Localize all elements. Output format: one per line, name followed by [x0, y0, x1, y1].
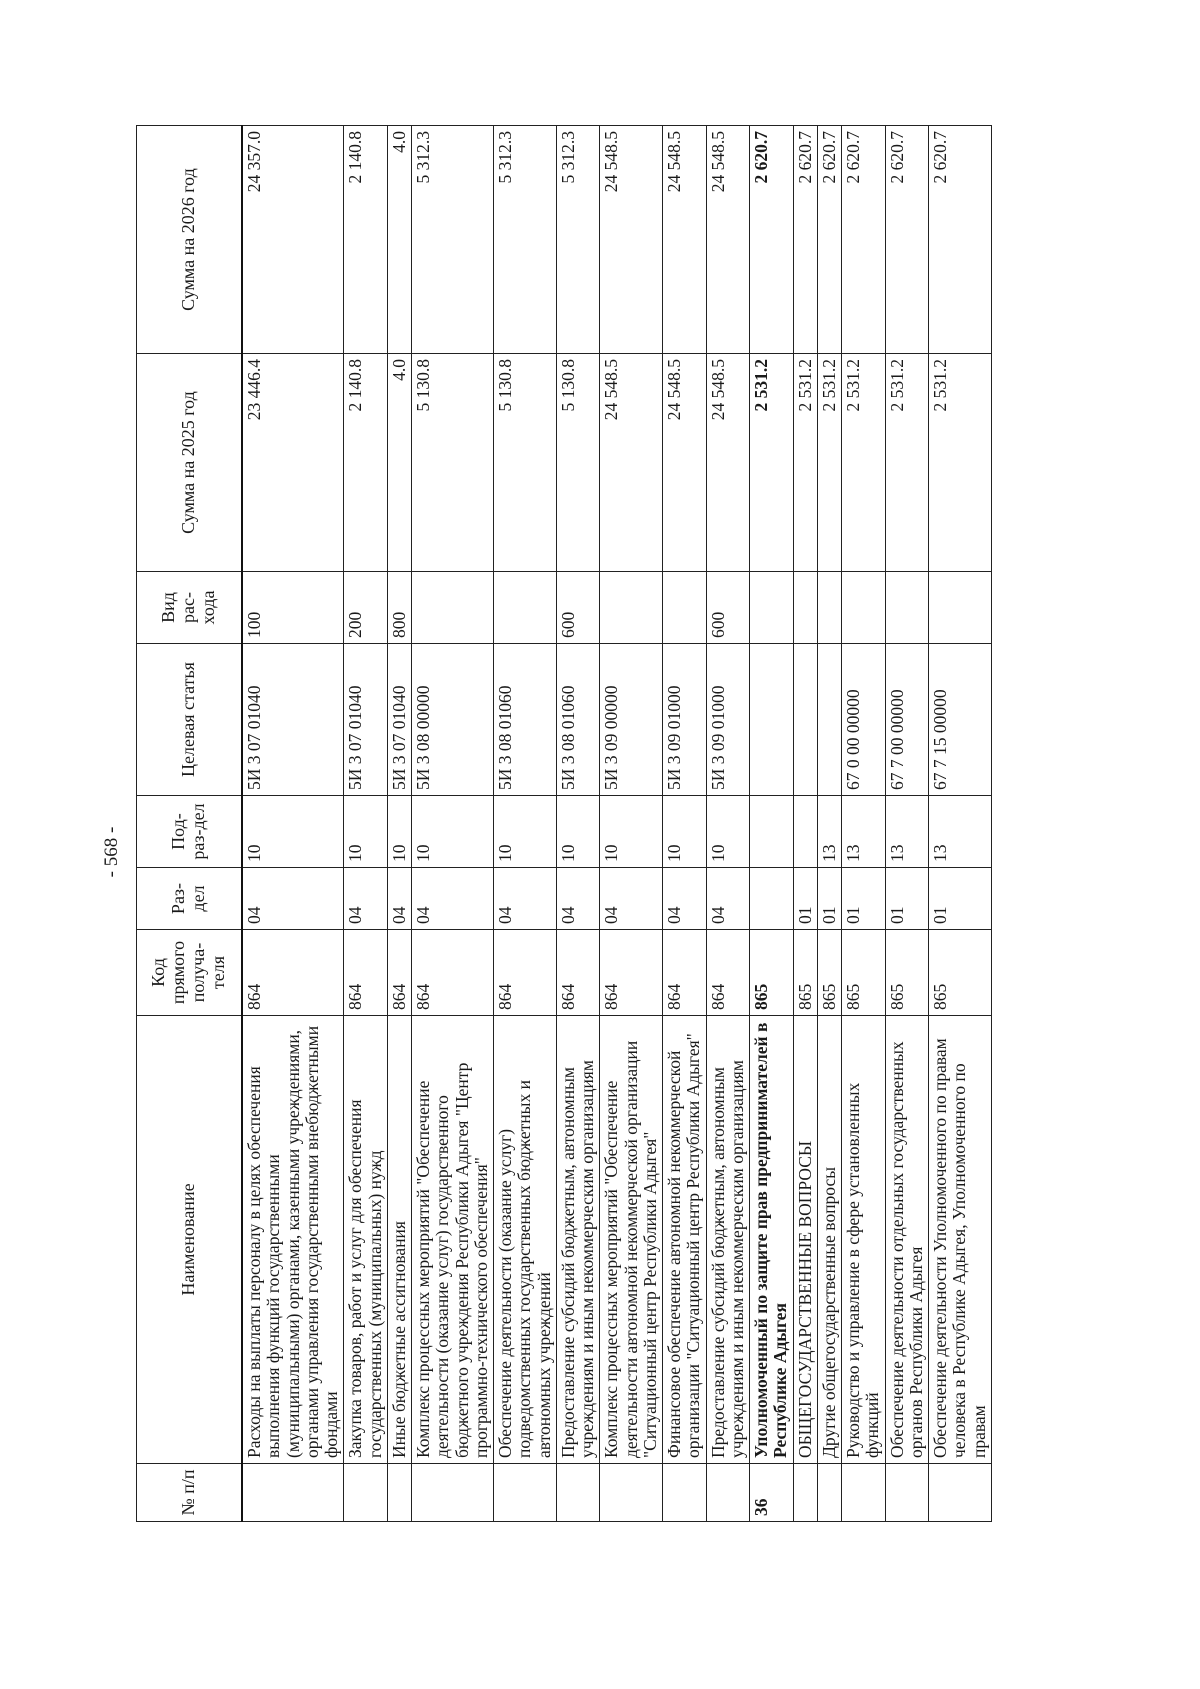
cell-section: 04 — [663, 868, 707, 930]
cell-sum-2026: 2 620.7 — [817, 126, 841, 354]
cell-expense-type — [412, 572, 494, 644]
cell-subsection: 13 — [842, 796, 886, 868]
table-row — [663, 126, 707, 1522]
cell-sum-2026: 2 620.7 — [929, 126, 992, 354]
cell-expense-type — [929, 572, 992, 644]
table-row — [242, 126, 344, 1522]
cell-sum-2025: 24 548.5 — [600, 354, 663, 572]
cell-expense-type — [885, 572, 929, 644]
cell-sum-2025: 24 548.5 — [706, 354, 750, 572]
cell-no — [387, 1464, 411, 1522]
cell-expense-type — [817, 572, 841, 644]
cell-code: 864 — [494, 930, 557, 1016]
cell-section: 04 — [412, 868, 494, 930]
cell-code: 864 — [387, 930, 411, 1016]
table-row — [494, 126, 557, 1522]
cell-sum-2025: 2 140.8 — [344, 354, 388, 572]
cell-article: 67 7 15 00000 — [929, 644, 992, 796]
cell-sum-2026: 2 620.7 — [750, 126, 794, 354]
cell-code: 864 — [412, 930, 494, 1016]
cell-no — [494, 1464, 557, 1522]
cell-section: 01 — [929, 868, 992, 930]
cell-article: 5И 3 07 01040 — [387, 644, 411, 796]
cell-section: 01 — [793, 868, 817, 930]
cell-section: 04 — [344, 868, 388, 930]
cell-code: 865 — [885, 930, 929, 1016]
rotated-table-container — [136, 126, 1200, 1522]
table-row — [600, 126, 663, 1522]
cell-article: 5И 3 09 01000 — [663, 644, 707, 796]
cell-sum-2025: 5 130.8 — [412, 354, 494, 572]
cell-article — [817, 644, 841, 796]
cell-no — [885, 1464, 929, 1522]
cell-sum-2026: 24 548.5 — [663, 126, 707, 354]
cell-name: Расходы на выплаты персоналу в целях обеспечения выполнения функций государственными (муниципальными) органами, казенными учреждениями, органами управления государственными внебюджетными фондами — [242, 1016, 344, 1464]
header-sum-2026: Сумма на 2026 год — [137, 126, 243, 354]
cell-sum-2025: 5 130.8 — [556, 354, 600, 572]
table-row — [842, 126, 886, 1522]
cell-article: 67 0 00 00000 — [842, 644, 886, 796]
cell-article: 5И 3 07 01040 — [344, 644, 388, 796]
cell-sum-2026: 4.0 — [387, 126, 411, 354]
cell-subsection: 10 — [600, 796, 663, 868]
cell-no — [412, 1464, 494, 1522]
cell-name: Обеспечение деятельности Уполномоченного по правам человека в Республике Адыгея, Уполномоченного по правам — [929, 1016, 992, 1464]
cell-name: Уполномоченный по защите прав предпринимателей в Республике Адыгея — [750, 1016, 794, 1464]
cell-subsection: 13 — [885, 796, 929, 868]
cell-expense-type — [842, 572, 886, 644]
header-name: Наименование — [137, 1016, 243, 1464]
cell-subsection: 10 — [242, 796, 344, 868]
cell-subsection — [793, 796, 817, 868]
cell-subsection: 10 — [663, 796, 707, 868]
cell-subsection: 13 — [817, 796, 841, 868]
cell-code: 865 — [842, 930, 886, 1016]
cell-subsection: 10 — [412, 796, 494, 868]
table-body — [242, 126, 991, 1522]
cell-section — [750, 868, 794, 930]
cell-name: Предоставление субсидий бюджетным, автономным учреждениям и иным некоммерческим организациям — [556, 1016, 600, 1464]
cell-subsection: 10 — [556, 796, 600, 868]
header-no: № п/п — [137, 1464, 243, 1522]
cell-article: 5И 3 09 00000 — [600, 644, 663, 796]
cell-expense-type: 600 — [706, 572, 750, 644]
cell-section: 01 — [842, 868, 886, 930]
table-row — [344, 126, 388, 1522]
cell-sum-2026: 5 312.3 — [556, 126, 600, 354]
cell-sum-2025: 24 548.5 — [663, 354, 707, 572]
table-row — [885, 126, 929, 1522]
cell-expense-type — [494, 572, 557, 644]
cell-code: 864 — [663, 930, 707, 1016]
cell-section: 01 — [885, 868, 929, 930]
cell-no — [929, 1464, 992, 1522]
cell-no — [242, 1464, 344, 1522]
cell-name: Комплекс процессных мероприятий "Обеспечение деятельности автономной некоммерческой организации "Ситуационный центр Республики Адыгея" — [600, 1016, 663, 1464]
cell-sum-2025: 2 531.2 — [929, 354, 992, 572]
cell-no — [600, 1464, 663, 1522]
cell-code: 865 — [750, 930, 794, 1016]
cell-expense-type — [793, 572, 817, 644]
budget-table — [136, 125, 992, 1522]
cell-sum-2026: 2 620.7 — [842, 126, 886, 354]
cell-name: Финансовое обеспечение автономной некоммерческой организации "Ситуационный центр Республики Адыгея" — [663, 1016, 707, 1464]
cell-expense-type: 800 — [387, 572, 411, 644]
cell-code: 864 — [242, 930, 344, 1016]
cell-sum-2026: 5 312.3 — [494, 126, 557, 354]
header-expense-type: Вид рас-хода — [137, 572, 243, 644]
cell-name: Предоставление субсидий бюджетным, автономным учреждениям и иным некоммерческим организациям — [706, 1016, 750, 1464]
cell-sum-2026: 24 548.5 — [600, 126, 663, 354]
cell-sum-2025: 2 531.2 — [885, 354, 929, 572]
cell-name: Иные бюджетные ассигнования — [387, 1016, 411, 1464]
cell-sum-2026: 2 620.7 — [793, 126, 817, 354]
cell-name: Комплекс процессных мероприятий "Обеспечение деятельности (оказание услуг) государственного бюджетного учреждения Республики Адыгея "Центр программно-технического обеспечения" — [412, 1016, 494, 1464]
cell-no — [344, 1464, 388, 1522]
cell-sum-2026: 24 357.0 — [242, 126, 344, 354]
cell-no — [842, 1464, 886, 1522]
cell-sum-2025: 2 531.2 — [793, 354, 817, 572]
cell-code: 865 — [817, 930, 841, 1016]
cell-name: Другие общегосударственные вопросы — [817, 1016, 841, 1464]
cell-section: 04 — [494, 868, 557, 930]
cell-subsection: 10 — [706, 796, 750, 868]
table-row — [817, 126, 841, 1522]
cell-sum-2026: 5 312.3 — [412, 126, 494, 354]
cell-code: 864 — [600, 930, 663, 1016]
cell-section: 01 — [817, 868, 841, 930]
cell-section: 04 — [600, 868, 663, 930]
cell-article: 5И 3 08 01060 — [556, 644, 600, 796]
page-number: - 568 - — [101, 826, 122, 878]
cell-name: Закупка товаров, работ и услуг для обеспечения государственных (муниципальных) нужд — [344, 1016, 388, 1464]
table-header-row — [137, 126, 243, 1522]
table-row — [793, 126, 817, 1522]
header-section: Раз-дел — [137, 868, 243, 930]
cell-expense-type: 600 — [556, 572, 600, 644]
cell-section: 04 — [387, 868, 411, 930]
cell-sum-2026: 24 548.5 — [706, 126, 750, 354]
cell-expense-type — [600, 572, 663, 644]
cell-sum-2025: 2 531.2 — [842, 354, 886, 572]
header-article: Целевая статья — [137, 644, 243, 796]
cell-section: 04 — [242, 868, 344, 930]
cell-sum-2025: 2 531.2 — [817, 354, 841, 572]
cell-article: 5И 3 09 01000 — [706, 644, 750, 796]
cell-subsection: 13 — [929, 796, 992, 868]
cell-no: 36 — [750, 1464, 794, 1522]
cell-expense-type: 100 — [242, 572, 344, 644]
cell-sum-2025: 23 446.4 — [242, 354, 344, 572]
cell-section: 04 — [556, 868, 600, 930]
cell-name: Обеспечение деятельности отдельных государственных органов Республики Адыгея — [885, 1016, 929, 1464]
header-sum-2025: Сумма на 2025 год — [137, 354, 243, 572]
cell-name: Руководство и управление в сфере установленных функций — [842, 1016, 886, 1464]
cell-no — [706, 1464, 750, 1522]
cell-article: 67 7 00 00000 — [885, 644, 929, 796]
table-row — [929, 126, 992, 1522]
cell-article: 5И 3 07 01040 — [242, 644, 344, 796]
cell-expense-type: 200 — [344, 572, 388, 644]
cell-article — [793, 644, 817, 796]
cell-no — [556, 1464, 600, 1522]
cell-no — [793, 1464, 817, 1522]
cell-no — [663, 1464, 707, 1522]
cell-sum-2025: 5 130.8 — [494, 354, 557, 572]
cell-code: 864 — [706, 930, 750, 1016]
cell-name: Обеспечение деятельности (оказание услуг) подведомственных государственных бюджетных и автономных учреждений — [494, 1016, 557, 1464]
cell-section: 04 — [706, 868, 750, 930]
cell-sum-2025: 2 531.2 — [750, 354, 794, 572]
table-row — [556, 126, 600, 1522]
header-subsection: Под-раз-дел — [137, 796, 243, 868]
cell-code: 864 — [344, 930, 388, 1016]
header-code: Код прямого получа-теля — [137, 930, 243, 1016]
cell-sum-2025: 4.0 — [387, 354, 411, 572]
cell-expense-type — [750, 572, 794, 644]
cell-subsection: 10 — [344, 796, 388, 868]
cell-subsection: 10 — [494, 796, 557, 868]
cell-sum-2026: 2 620.7 — [885, 126, 929, 354]
table-row — [750, 126, 794, 1522]
cell-article — [750, 644, 794, 796]
cell-no — [817, 1464, 841, 1522]
cell-article: 5И 3 08 00000 — [412, 644, 494, 796]
cell-sum-2026: 2 140.8 — [344, 126, 388, 354]
cell-article: 5И 3 08 01060 — [494, 644, 557, 796]
cell-name: ОБЩЕГОСУДАРСТВЕННЫЕ ВОПРОСЫ — [793, 1016, 817, 1464]
table-row — [706, 126, 750, 1522]
cell-subsection — [750, 796, 794, 868]
cell-code: 865 — [793, 930, 817, 1016]
cell-code: 864 — [556, 930, 600, 1016]
cell-code: 865 — [929, 930, 992, 1016]
table-row — [412, 126, 494, 1522]
table-row — [387, 126, 411, 1522]
cell-expense-type — [663, 572, 707, 644]
cell-subsection: 10 — [387, 796, 411, 868]
